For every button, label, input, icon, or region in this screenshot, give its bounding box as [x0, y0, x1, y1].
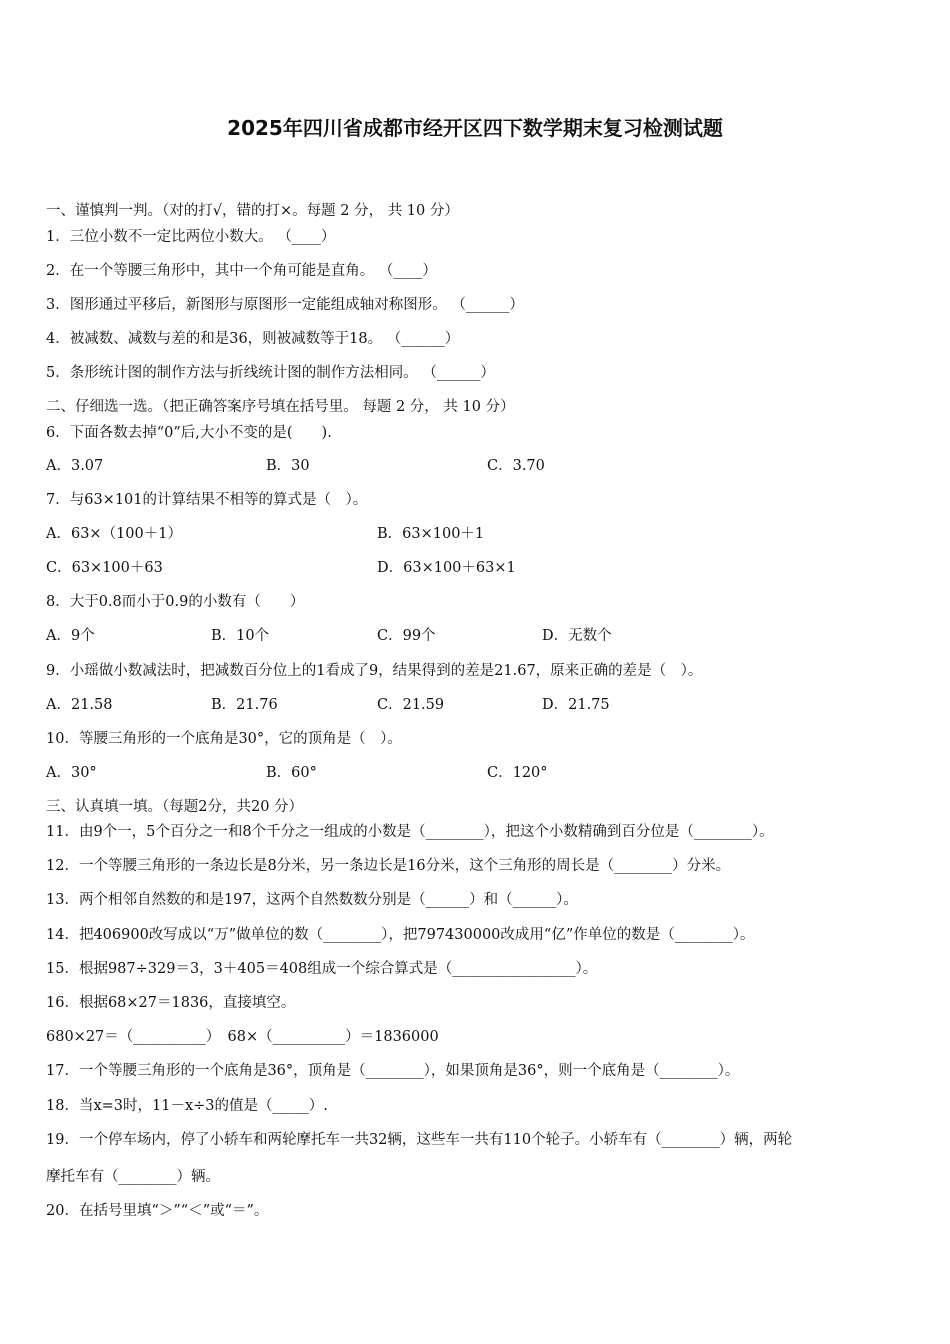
question-5: 5．条形统计图的制作方法与折线统计图的制作方法相同。 （______） [46, 365, 495, 381]
question-16: 16．根据68×27＝1836，直接填空。 [46, 995, 296, 1011]
question-9: 9．小瑶做小数减法时，把减数百分位上的1看成了9，结果得到的差是21.67，原来正确的差是（ ）。 [46, 663, 703, 679]
q8-option-c: C．99个 [377, 628, 436, 644]
question-13: 13．两个相邻自然数的和是197，这两个自然数数分别是（______）和（______）。 [46, 892, 578, 908]
section-1-heading: 一、谨慎判一判。（对的打√，错的打×。每题 2 分， 共 10 分） [46, 203, 459, 219]
question-10: 10．等腰三角形的一个底角是30°，它的顶角是（ ）。 [46, 731, 402, 747]
q10-option-b: B．60° [266, 765, 317, 781]
section-2-heading: 二、仔细选一选。（把正确答案序号填在括号里。 每题 2 分， 共 10 分） [46, 399, 515, 415]
question-17: 17．一个等腰三角形的一个底角是36°，顶角是（________），如果顶角是36°，则一个底角是（________）。 [46, 1063, 740, 1079]
question-12: 12．一个等腰三角形的一条边长是8分米，另一条边长是16分米，这个三角形的周长是（________）分米。 [46, 858, 731, 874]
question-11: 11．由9个一，5个百分之一和8个千分之一组成的小数是（________），把这个小数精确到百分位是（________）。 [46, 824, 774, 840]
question-6: 6．下面各数去掉“0”后,大小不变的是( ). [46, 425, 332, 441]
q10-option-a: A．30° [46, 765, 97, 781]
q6-option-a: A．3.07 [46, 458, 104, 474]
q7-option-a: A．63×（100＋1） [46, 526, 182, 542]
q7-option-b: B．63×100＋1 [377, 526, 485, 542]
q8-option-a: A．9个 [46, 628, 95, 644]
q9-option-c: C．21.59 [377, 697, 445, 713]
q8-option-d: D．无数个 [542, 628, 612, 644]
question-4: 4．被减数、减数与差的和是36，则被减数等于18。 （______） [46, 331, 460, 347]
section-3-heading: 三、认真填一填。（每题2分，共20 分） [46, 799, 304, 815]
question-2: 2．在一个等腰三角形中，其中一个角可能是直角。 （____） [46, 263, 437, 279]
question-19-line-2: 摩托车有（________）辆。 [46, 1169, 220, 1185]
question-19-line-1: 19．一个停车场内，停了小轿车和两轮摩托车一共32辆，这些车一共有110个轮子。小轿车有（________）辆，两轮 [46, 1132, 793, 1148]
q9-option-d: D．21.75 [542, 697, 610, 713]
q6-option-b: B．30 [266, 458, 310, 474]
q6-option-c: C．3.70 [487, 458, 545, 474]
question-18: 18．当x=3时，11－x÷3的值是（_____）. [46, 1098, 328, 1114]
q7-option-c: C．63×100＋63 [46, 560, 163, 576]
q8-option-b: B．10个 [211, 628, 270, 644]
q7-option-d: D．63×100＋63×1 [377, 560, 516, 576]
question-16-sub: 680×27＝（__________） 68×（__________）＝1836000 [46, 1029, 439, 1045]
question-8: 8．大于0.8而小于0.9的小数有（ ） [46, 594, 305, 610]
question-15: 15．根据987÷329＝3，3＋405＝408组成一个综合算式是（_________________）。 [46, 961, 598, 977]
q10-option-c: C．120° [487, 765, 548, 781]
question-1: 1．三位小数不一定比两位小数大。 （____） [46, 229, 336, 245]
q9-option-a: A．21.58 [46, 697, 113, 713]
question-7: 7．与63×101的计算结果不相等的算式是（ ）。 [46, 492, 368, 508]
question-3: 3．图形通过平移后，新图形与原图形一定能组成轴对称图形。 （______） [46, 297, 524, 313]
q9-option-b: B．21.76 [211, 697, 278, 713]
question-20: 20．在括号里填“＞”“＜”或“＝”。 [46, 1203, 269, 1219]
question-14: 14．把406900改写成以“万”做单位的数（________），把797430000改成用“亿”作单位的数是（________）。 [46, 927, 755, 943]
page-title: 2025年四川省成都市经开区四下数学期末复习检测试题 [227, 116, 723, 140]
